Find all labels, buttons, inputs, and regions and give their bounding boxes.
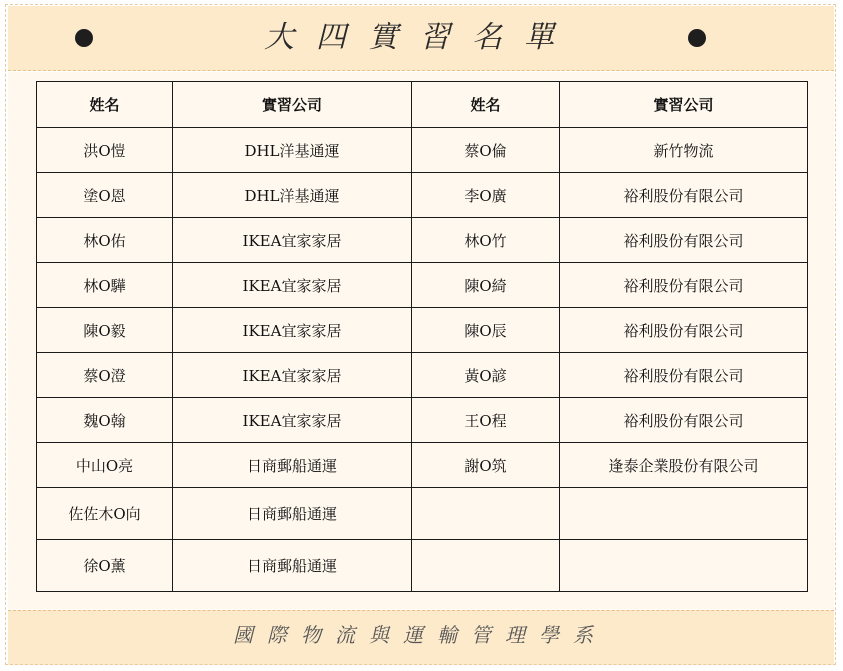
student-name: 林O佑 bbox=[37, 218, 173, 263]
table-row bbox=[37, 398, 808, 443]
table-row bbox=[37, 263, 808, 308]
student-name: 林O驊 bbox=[37, 263, 173, 308]
header-company-right: 實習公司 bbox=[560, 82, 808, 128]
student-name: 謝O筑 bbox=[412, 443, 560, 488]
table-row bbox=[37, 308, 808, 353]
student-name: 黃O諺 bbox=[412, 353, 560, 398]
student-name: 徐O薰 bbox=[37, 540, 173, 592]
company-name: DHL洋基通運 bbox=[173, 173, 412, 218]
page-title: 大四實習名單 bbox=[264, 20, 576, 55]
company-name: 日商郵船通運 bbox=[173, 540, 412, 592]
company-name: 裕利股份有限公司 bbox=[560, 308, 808, 353]
internship-table bbox=[36, 81, 808, 592]
table-row bbox=[37, 540, 808, 592]
company-name: 裕利股份有限公司 bbox=[560, 218, 808, 263]
binder-hole-left-icon bbox=[75, 29, 93, 47]
company-name: IKEA宜家家居 bbox=[173, 398, 412, 443]
company-name: IKEA宜家家居 bbox=[173, 263, 412, 308]
company-name: 日商郵船通運 bbox=[173, 488, 412, 540]
company-name: IKEA宜家家居 bbox=[173, 218, 412, 263]
student-name: 洪O愷 bbox=[37, 128, 173, 173]
empty-cell bbox=[412, 488, 560, 540]
company-name: 新竹物流 bbox=[560, 128, 808, 173]
student-name: 王O程 bbox=[412, 398, 560, 443]
company-name: DHL洋基通運 bbox=[173, 128, 412, 173]
company-name: 裕利股份有限公司 bbox=[560, 173, 808, 218]
student-name: 陳O辰 bbox=[412, 308, 560, 353]
student-name: 蔡O倫 bbox=[412, 128, 560, 173]
company-name: 日商郵船通運 bbox=[173, 443, 412, 488]
company-name: 逢泰企業股份有限公司 bbox=[560, 443, 808, 488]
table-row bbox=[37, 218, 808, 263]
table-row bbox=[37, 443, 808, 488]
student-name: 佐佐木O向 bbox=[37, 488, 173, 540]
table-row bbox=[37, 353, 808, 398]
header-company-left: 實習公司 bbox=[173, 82, 412, 128]
empty-cell bbox=[560, 488, 808, 540]
company-name: IKEA宜家家居 bbox=[173, 308, 412, 353]
empty-cell bbox=[560, 540, 808, 592]
company-name: 裕利股份有限公司 bbox=[560, 353, 808, 398]
company-name: 裕利股份有限公司 bbox=[560, 263, 808, 308]
empty-cell bbox=[412, 540, 560, 592]
table-row bbox=[37, 128, 808, 173]
table-row bbox=[37, 173, 808, 218]
binder-hole-right-icon bbox=[688, 29, 706, 47]
student-name: 林O竹 bbox=[412, 218, 560, 263]
table-row bbox=[37, 488, 808, 540]
table-header-row bbox=[37, 82, 808, 128]
student-name: 魏O翰 bbox=[37, 398, 173, 443]
header-name-right: 姓名 bbox=[412, 82, 560, 128]
student-name: 李O廣 bbox=[412, 173, 560, 218]
student-name: 中山O亮 bbox=[37, 443, 173, 488]
company-name: 裕利股份有限公司 bbox=[560, 398, 808, 443]
department-name: 國際物流與運輸管理學系 bbox=[233, 623, 607, 647]
student-name: 陳O綺 bbox=[412, 263, 560, 308]
header-name-left: 姓名 bbox=[37, 82, 173, 128]
company-name: IKEA宜家家居 bbox=[173, 353, 412, 398]
student-name: 陳O毅 bbox=[37, 308, 173, 353]
student-name: 塗O恩 bbox=[37, 173, 173, 218]
student-name: 蔡O澄 bbox=[37, 353, 173, 398]
